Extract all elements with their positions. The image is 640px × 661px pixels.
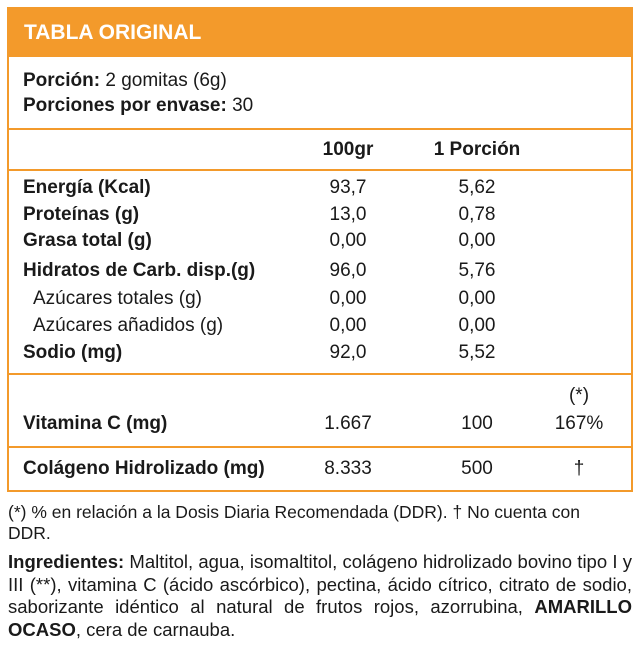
nutrient-per100: 92,0: [329, 342, 367, 363]
nutrition-table: [7, 7, 633, 492]
nutrient-label-fat: Grasa total (g): [23, 230, 152, 251]
nutrient-portion: 5,62: [458, 177, 496, 198]
per-pack-label: Porciones por envase:: [23, 95, 227, 116]
ingredients-text: Maltitol, agua, isomaltitol, colágeno hidrolizado bovino tipo I y III (**), vitamina C (ácido ascórbico), pectina, ácido cítrico, citrato de sodio, saborizante idéntico al natural de frutos rojos, azorrubina,: [8, 551, 632, 617]
portion-label: Porción:: [23, 70, 101, 91]
per-pack-value: 30: [232, 95, 254, 116]
column-header-portion: 1 Porción: [433, 139, 521, 160]
footnote: [8, 502, 634, 544]
nutrient-per100: 13,0: [329, 204, 367, 225]
footnote-line: DDR.: [8, 523, 51, 543]
nutrient-per100: 93,7: [329, 177, 367, 198]
ingredients-paragraph: [8, 551, 632, 641]
nutrient-label-carbs: Hidratos de Carb. disp.(g): [23, 260, 256, 281]
ingredients-label: Ingredientes:: [8, 551, 125, 572]
nutrient-label-protein: Proteínas (g): [23, 204, 140, 225]
nutrient-per100: 0,00: [329, 315, 367, 336]
divider: [9, 169, 631, 171]
nutrient-portion: 0,78: [458, 204, 496, 225]
divider: [9, 373, 631, 375]
ingredients-highlight: AMARILLO OCASO: [8, 596, 632, 640]
nutrient-per100: 96,0: [329, 260, 367, 281]
collagen-ddr: †: [573, 458, 585, 479]
table-title: TABLA ORIGINAL: [9, 9, 631, 57]
portion-value: 2 gomitas (6g): [105, 70, 227, 91]
portion-row: [23, 69, 227, 93]
vitamin-c-ddr: 167%: [554, 413, 604, 434]
ingredients-text-end: , cera de carnauba.: [75, 618, 236, 640]
nutrient-per100: 0,00: [329, 230, 367, 251]
vitamin-c-per100: 1.667: [324, 413, 372, 434]
footnote-line: (*) % en relación a la Dosis Diaria Recomendada (DDR). † No cuenta con: [8, 502, 580, 522]
per-pack-row: [23, 94, 253, 118]
divider: [9, 128, 631, 130]
collagen-per100: 8.333: [324, 458, 372, 479]
nutrient-portion: 0,00: [458, 315, 496, 336]
nutrient-label-energy: Energía (Kcal): [23, 177, 151, 198]
nutrient-portion: 0,00: [458, 230, 496, 251]
column-header-100gr: 100gr: [322, 139, 374, 160]
vitamin-c-portion: 100: [461, 413, 493, 434]
nutrient-label-added-sugars: Azúcares añadidos (g): [33, 315, 224, 336]
nutrient-portion: 5,52: [458, 342, 496, 363]
ddr-footnote-mark: (*): [568, 385, 590, 406]
nutrient-per100: 0,00: [329, 288, 367, 309]
collagen-label: Colágeno Hidrolizado (mg): [23, 458, 265, 479]
divider: [9, 446, 631, 448]
vitamin-c-label: Vitamina C (mg): [23, 413, 168, 434]
nutrient-portion: 5,76: [458, 260, 496, 281]
nutrient-label-sodium: Sodio (mg): [23, 342, 123, 363]
nutrient-label-total-sugars: Azúcares totales (g): [33, 288, 202, 309]
collagen-portion: 500: [461, 458, 493, 479]
nutrient-portion: 0,00: [458, 288, 496, 309]
